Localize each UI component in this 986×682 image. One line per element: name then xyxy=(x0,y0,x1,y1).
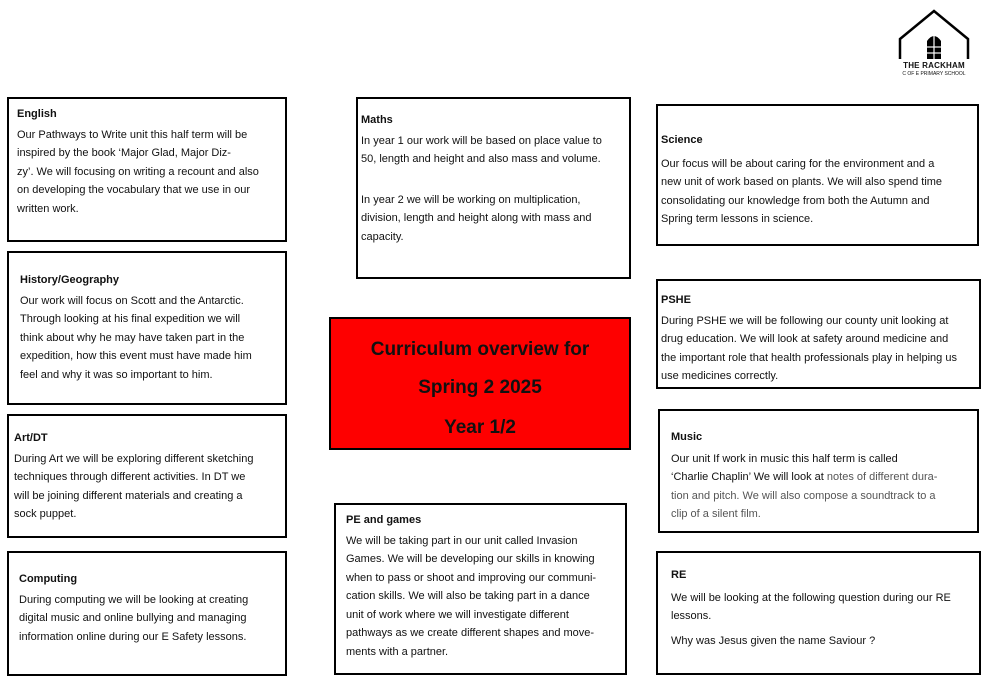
logo-subtitle: C OF E PRIMARY SCHOOL xyxy=(902,71,966,77)
music-box xyxy=(658,409,979,533)
science-title: Science xyxy=(661,134,703,146)
maths-year1-body: In year 1 our work will be based on place value to 50, length and height and also mass and volume. xyxy=(361,134,602,165)
pe-games-box xyxy=(334,503,627,675)
maths-box xyxy=(356,97,631,279)
title-line-2: Spring 2 2025 xyxy=(418,377,542,398)
english-title: English xyxy=(17,108,57,120)
school-logo xyxy=(896,9,972,81)
art-dt-body: During Art we will be exploring different sketching techniques through different activities. In DT we will be joining different materials and creating a sock puppet. xyxy=(14,452,254,520)
science-box xyxy=(656,104,979,246)
history-geography-box xyxy=(7,251,287,405)
church-roof-icon xyxy=(896,9,972,61)
pe-games-title: PE and games xyxy=(346,514,422,526)
re-body-1: We will be looking at the following question during our RE lessons. xyxy=(671,591,951,622)
english-body: Our Pathways to Write unit this half term will be inspired by the book ‘Major Glad, Major Diz- zy’. We will focusing on writing a recount and also on developing the vocabulary that we use in our written work. xyxy=(17,128,259,215)
science-body: Our focus will be about caring for the environment and a new unit of work based on plants. We will also spend time consolidating our knowledge from both the Autumn and Spring term lessons in science. xyxy=(661,157,943,225)
music-body-b: notes of different dura- tion and pitch. We will also compose a soundtrack to a clip of a silent film. xyxy=(671,471,938,520)
pshe-body: During PSHE we will be following our county unit looking at drug education. We will look at safety around medicine and the important role that health professionals play in helping us use medicines correctly. xyxy=(661,314,957,382)
history-geography-title: History/Geography xyxy=(20,274,120,286)
re-box xyxy=(656,551,981,675)
music-title: Music xyxy=(671,431,703,443)
logo-name: THE RACKHAM xyxy=(903,61,965,70)
music-body xyxy=(671,450,969,524)
pshe-title: PSHE xyxy=(661,294,691,306)
curriculum-title-box xyxy=(329,317,631,450)
music-body-a: Our unit If work in music this half term is called ‘Charlie Chaplin’ We will look at xyxy=(671,452,898,483)
computing-body: During computing we will be looking at creating digital music and online bullying and managing information online during our E Safety lessons. xyxy=(19,593,249,643)
art-dt-box xyxy=(7,414,287,538)
re-title: RE xyxy=(671,569,687,581)
re-body-2: Why was Jesus given the name Saviour ? xyxy=(671,634,876,647)
computing-title: Computing xyxy=(19,573,78,585)
computing-box xyxy=(7,551,287,676)
pshe-box xyxy=(656,279,981,389)
pe-games-body: We will be taking part in our unit called Invasion Games. We will be developing our skills in knowing when to pass or shoot and improving our communi- cation skills. We will also be taking part in a dance unit of work where we will investigate different pathways as we create different shapes and move- ments with a partner. xyxy=(346,534,597,658)
title-line-1: Curriculum overview for xyxy=(370,339,590,360)
title-line-3: Year 1/2 xyxy=(444,417,516,438)
maths-title: Maths xyxy=(361,114,393,126)
english-box xyxy=(7,97,287,242)
history-geography-body: Our work will focus on Scott and the Antarctic. Through looking at his final expedition we will think about why he may have taken part in the expedition, how this event must have made him feel and why it was so important to him. xyxy=(20,294,252,381)
art-dt-title: Art/DT xyxy=(14,432,48,444)
maths-year2-body: In year 2 we will be working on multiplication, division, length and height along with mass and capacity. xyxy=(361,193,592,243)
